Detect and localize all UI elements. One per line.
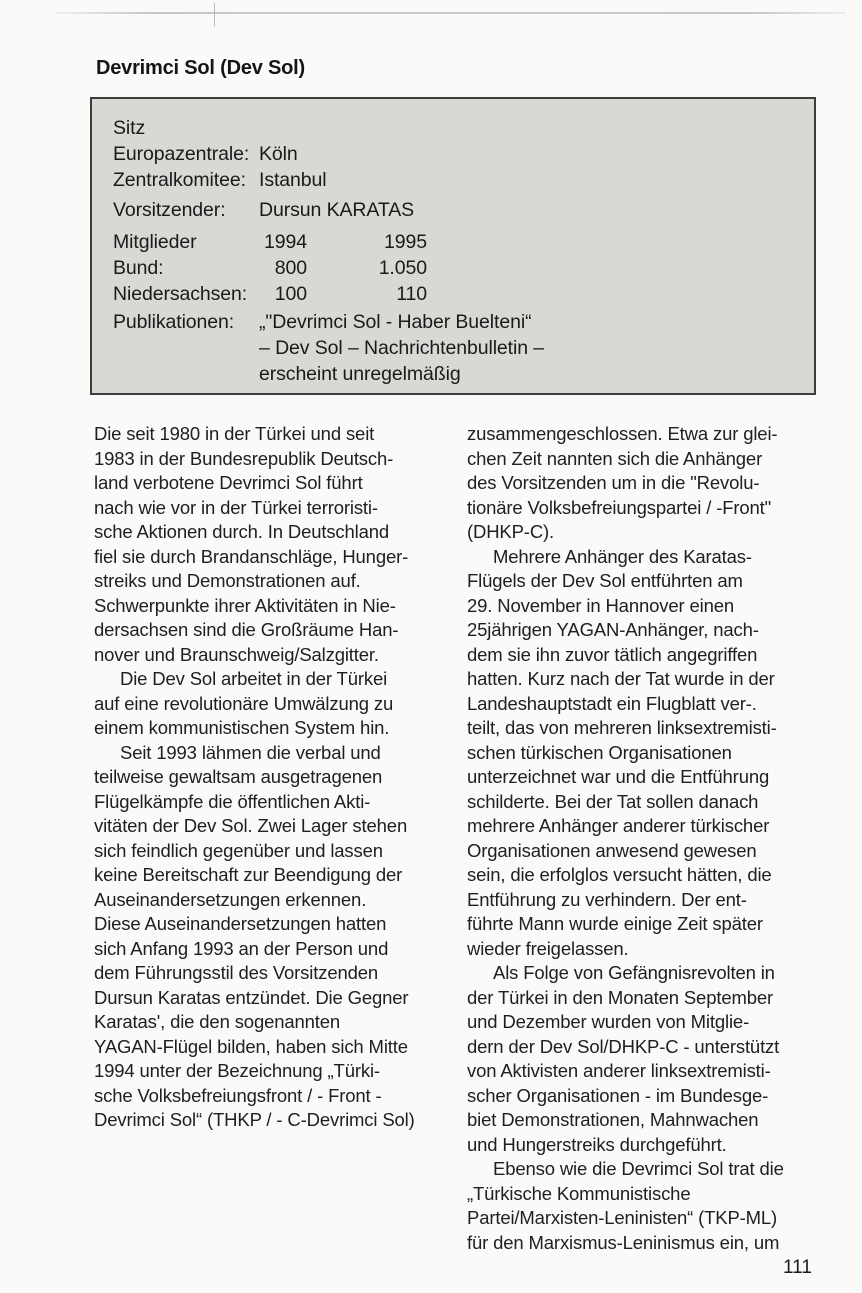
text-line: hatten. Kurz nach der Tat wurde in der	[467, 668, 775, 689]
text-line: nover und Braunschweig/Salzgitter.	[94, 643, 379, 665]
niedersachsen-label: Niedersachsen:	[113, 283, 248, 305]
text-line: tionäre Volksbefreiungspartei / -Front"	[467, 496, 772, 518]
text-line: Auseinandersetzungen erkennen.	[94, 888, 367, 910]
text-line: teilt, das von mehreren linksextremisti-	[467, 717, 777, 738]
text-line: Entführung zu verhindern. Der ent-	[467, 888, 747, 910]
text-line: für den Marxismus-Leninismus ein, um	[467, 1231, 780, 1253]
text-line: 29. November in Hannover einen	[467, 594, 734, 616]
text-line: 25jährigen YAGAN-Anhänger, nach-	[467, 619, 759, 640]
year-1994-header: 1994	[264, 231, 307, 253]
info-row-sitz	[113, 115, 796, 141]
info-row-publikationen	[113, 309, 796, 387]
text-line: unterzeichnet war und die Entführung	[467, 766, 770, 787]
info-row-europazentrale	[113, 141, 796, 167]
text-line: sich Anfang 1993 an der Person und	[94, 937, 389, 959]
text-line: wieder freigelassen.	[467, 937, 629, 959]
text-line: mehrere Anhänger anderer türkischer	[467, 815, 770, 836]
europazentrale-value: Köln	[259, 143, 298, 165]
publikationen-label: Publikationen:	[113, 311, 235, 333]
text-line: „"Devrimci Sol - Haber Buelteni“	[259, 311, 532, 333]
sitz-heading: Sitz	[113, 117, 146, 139]
text-line: (DHKP-C).	[467, 521, 555, 542]
page-number: 111	[783, 1257, 812, 1278]
scan-artifact-line	[54, 12, 846, 14]
members-row-niedersachsen	[113, 281, 796, 307]
niedersachsen-1995-value: 110	[396, 283, 427, 305]
text-line: Die Dev Sol arbeitet in der Türkei	[120, 668, 388, 689]
text-line: dem Führungsstil des Vorsitzenden	[94, 962, 379, 983]
europazentrale-label: Europazentrale:	[113, 143, 250, 165]
niedersachsen-1994-value: 100	[274, 283, 307, 305]
text-line: keine Bereitschaft zur Beendigung der	[94, 864, 403, 885]
zentralkomitee-label: Zentralkomitee:	[113, 169, 246, 191]
text-line: Devrimci Sol“ (THKP / - C-Devrimci Sol)	[94, 1109, 415, 1130]
text-line: des Vorsitzenden um in die "Revolu-	[467, 472, 760, 493]
info-box	[90, 97, 816, 395]
zentralkomitee-value: Istanbul	[259, 169, 327, 191]
body-column-left	[94, 422, 434, 1133]
text-line: 1994 unter der Bezeichnung „Türki-	[94, 1060, 380, 1081]
text-line: Flügels der Dev Sol entführten am	[467, 570, 743, 591]
text-line: dersachsen sind die Großräume Han-	[94, 619, 399, 640]
text-line: Ebenso wie die Devrimci Sol trat die	[493, 1158, 784, 1179]
info-row-zentralkomitee	[113, 167, 796, 193]
section-title: Devrimci Sol (Dev Sol)	[96, 57, 305, 79]
text-line: einem kommunistischen System hin.	[94, 717, 390, 738]
text-line: und Hungerstreiks durchgeführt.	[467, 1133, 727, 1155]
text-line: – Dev Sol – Nachrichtenbulletin –	[259, 337, 545, 359]
mitglieder-label: Mitglieder	[113, 231, 197, 253]
text-line: sche Aktionen durch. In Deutschland	[94, 521, 390, 542]
body-column-right	[467, 422, 812, 1255]
text-line: auf eine revolutionäre Umwälzung zu	[94, 692, 394, 714]
text-line: Landeshauptstadt ein Flugblatt ver-.	[467, 692, 757, 714]
text-line: Seit 1993 lähmen die verbal und	[120, 741, 381, 763]
text-line: Karatas', die den sogenannten	[94, 1011, 341, 1032]
text-line: Schwerpunkte ihrer Aktivitäten in Nie-	[94, 594, 396, 616]
vorsitzender-label: Vorsitzender:	[113, 199, 226, 221]
vorsitzender-value: Dursun KARATAS	[259, 199, 415, 221]
bund-label: Bund:	[113, 257, 164, 279]
text-line: Die seit 1980 in der Türkei und seit	[94, 423, 375, 444]
text-line: Flügelkämpfe die öffentlichen Akti-	[94, 790, 371, 812]
text-line: dern der Dev Sol/DHKP-C - unterstützt	[467, 1035, 780, 1057]
text-line: sich feindlich gegenüber und lassen	[94, 839, 383, 861]
text-line: 1983 in der Bundesrepublik Deutsch-	[94, 447, 394, 469]
text-line: Dursun Karatas entzündet. Die Gegner	[94, 986, 409, 1008]
text-line: YAGAN-Flügel bilden, haben sich Mitte	[94, 1035, 408, 1057]
text-line: nach wie vor in der Türkei terroristi-	[94, 496, 378, 518]
text-line: chen Zeit nannten sich die Anhänger	[467, 447, 763, 469]
members-row-bund	[113, 255, 796, 281]
text-line: der Türkei in den Monaten September	[467, 986, 774, 1008]
text-line: streiks und Demonstrationen auf.	[94, 570, 361, 591]
text-line: und Dezember wurden von Mitglie-	[467, 1011, 750, 1032]
text-line: „Türkische Kommunistische	[467, 1182, 691, 1204]
text-line: land verbotene Devrimci Sol führt	[94, 472, 363, 493]
text-line: zusammengeschlossen. Etwa zur glei-	[467, 423, 778, 444]
text-line: dem sie ihn zuvor tätlich angegriffen	[467, 643, 758, 665]
text-line: sein, die erfolglos versucht hätten, die	[467, 864, 772, 885]
text-line: Diese Auseinandersetzungen hatten	[94, 913, 387, 934]
text-line: schen türkischen Organisationen	[467, 741, 732, 763]
bund-1994-value: 800	[274, 257, 307, 279]
text-line: vitäten der Dev Sol. Zwei Lager stehen	[94, 815, 408, 836]
text-line: Partei/Marxisten-Leninisten“ (TKP-ML)	[467, 1207, 778, 1228]
scan-artifact-tick	[214, 3, 215, 26]
text-line: Organisationen anwesend gewesen	[467, 839, 757, 861]
text-line: fiel sie durch Brandanschläge, Hunger-	[94, 545, 409, 567]
text-line: sche Volksbefreiungsfront / - Front -	[94, 1084, 382, 1106]
text-line: biet Demonstrationen, Mahnwachen	[467, 1109, 759, 1130]
text-line: von Aktivisten anderer linksextremisti-	[467, 1060, 771, 1081]
text-line: erscheint unregelmäßig	[259, 363, 461, 385]
info-row-vorsitzender	[113, 197, 796, 223]
text-line: scher Organisationen - im Bundesge-	[467, 1084, 769, 1106]
text-line: führte Mann wurde einige Zeit später	[467, 913, 763, 934]
text-line: Als Folge von Gefängnisrevolten in	[493, 962, 775, 983]
text-line: teilweise gewaltsam ausgetragenen	[94, 766, 383, 787]
text-line: Mehrere Anhänger des Karatas-	[493, 545, 752, 567]
bund-1995-value: 1.050	[378, 257, 427, 279]
year-1995-header: 1995	[384, 231, 427, 253]
publikationen-lines	[259, 309, 544, 387]
members-header-row	[113, 229, 796, 255]
text-line: schilderte. Bei der Tat sollen danach	[467, 790, 759, 812]
